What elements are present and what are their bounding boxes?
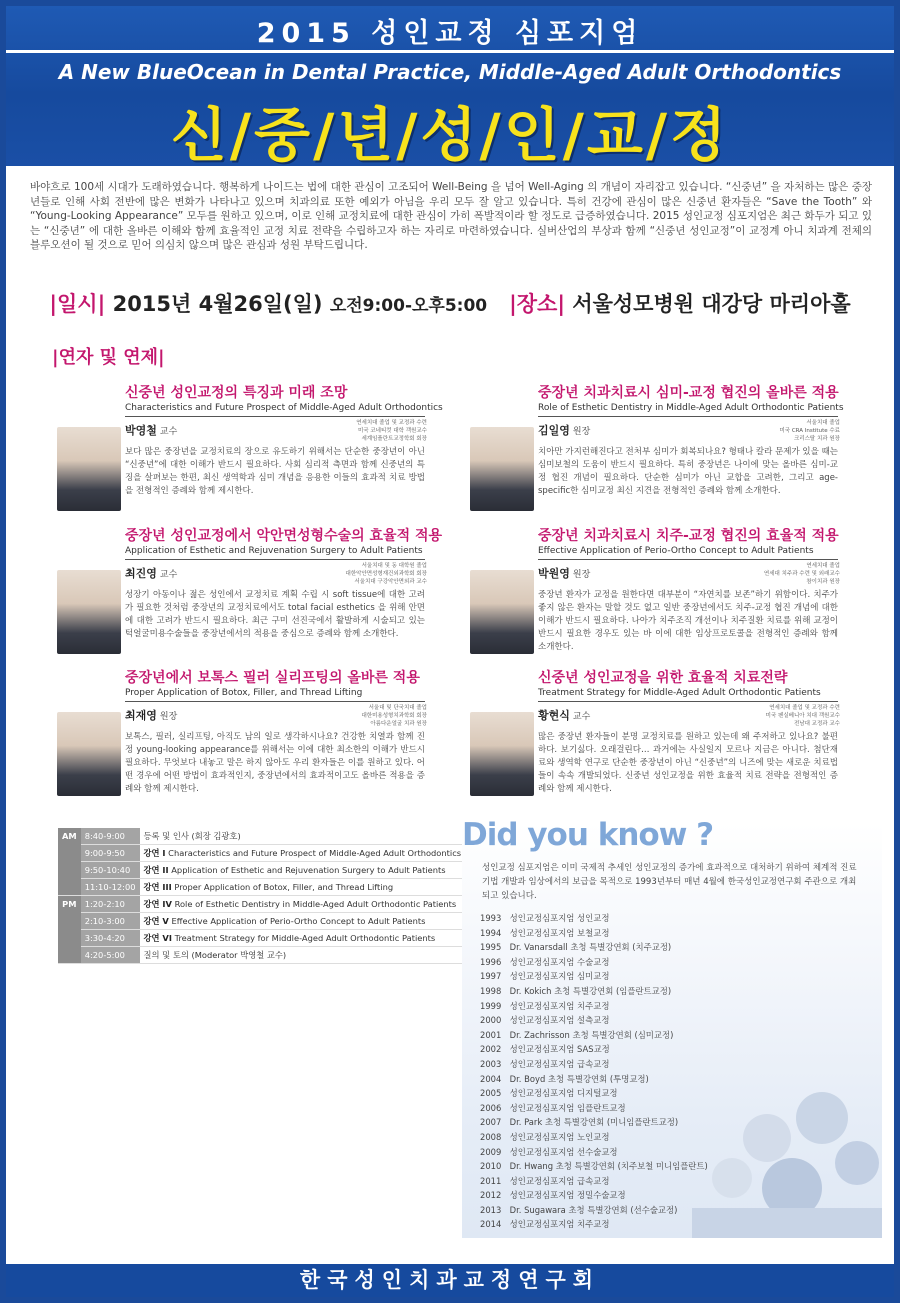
lecture-abstract: 보다 많은 중장년을 교정치료의 장으로 유도하기 위해서는 단순한 중장년이 아닌 “신중년”에 대한 이해가 반드시 필요하다. 사회 심리적 측면과 함께 신중년의 특징을 살펴보는 한편, 최신 생역학과 심미 개념을 응용한 이들의 효과적 치료 방법을 전형적인 증례와 함께 제시한다. (125, 447, 425, 496)
schedule-row (58, 845, 465, 862)
list-item: 2004 Dr. Boyd 초청 특별강연회 (투명교정) (480, 1073, 649, 1084)
lecture-card (125, 525, 470, 665)
main-title: 신/중/년/성/인/교/정 (170, 101, 730, 169)
list-item: 1997 성인교정심포지엄 심미교정 (480, 971, 610, 982)
lecture-title-ko: 중장년 성인교정에서 악안면성형수술의 효율적 적용 (125, 528, 443, 544)
lecture-title-ko: 신중년 성인교정의 특징과 미래 조망 (125, 385, 348, 401)
did-you-know-description: 성인교정 심포지엄은 이미 국제적 추세인 성인교정의 증가에 효과적으로 대처하기 위하여 체계적 진료기법 개발과 임상에서의 보급을 목적으로 1993년부터 매년 4월에 한국성인교정연구회 주관으로 개최되고 있습니다. (482, 863, 857, 901)
lecture-divider (125, 701, 425, 702)
schedule-time: 9:50-10:40 (81, 862, 140, 879)
event-info (0, 288, 900, 318)
lecture-card (125, 667, 470, 807)
symposium-year-title: 2015 성인교정 심포지엄 (256, 18, 644, 49)
date-label: |일시| (49, 292, 106, 316)
english-subtitle: A New BlueOcean in Dental Practice, Middle-Aged Adult Orthodontics (58, 60, 842, 84)
list-item: 2006 성인교정심포지엄 임플란트교정 (480, 1102, 626, 1113)
schedule-desc: 질의 및 토의 (Moderator 박영철 교수) (140, 947, 466, 964)
speaker-name: 황현식 교수 (538, 709, 591, 722)
schedule-time: 2:10-3:00 (81, 913, 140, 930)
list-item: 2003 성인교정심포지엄 급속교정 (480, 1058, 610, 1069)
list-item: 2011 성인교정심포지엄 급속교정 (480, 1175, 610, 1186)
lecture-divider (125, 559, 425, 560)
schedule-desc: 강연 II Application of Esthetic and Rejuvenation Surgery to Adult Patients (140, 862, 466, 879)
lecture-abstract: 성장기 아동이나 젊은 성인에서 교정치료 계획 수립 시 soft tissue에 대한 고려가 필요한 것처럼 중장년의 교정치료에서도 total facial esthetics 을 위해 안면에 대한 고려가 반드시 필요하다. 최근 구미 선진국에서 활발하게 시술되고 있는 턱얼굴미용수술들을 중장년에서의 적용을 중심으로 증례와 함께 소개한다. (125, 590, 425, 639)
lecture-abstract: 보톡스, 필러, 실리프팅, 아직도 남의 일로 생각하시나요? 건강한 치열과 함께 진정 young-looking appearance를 위해서는 이에 대한 최소한의 이해가 반드시 필요하다. 무엇보다 내놓고 말은 하지 않아도 우리 환자들은 이를 원하고 있다. 어떤 경우에 어떤 방법이 효과적인지, 중장년에서의 효과적이고도 올바른 적용을 증례와 함께 제시한다. (125, 732, 425, 794)
speaker-affiliation: 연세치대 졸업 및 교정과 수련 미국 코네티컷 대학 객원교수 세계임플란트교정학회 회장 (356, 420, 427, 442)
list-item: 2012 성인교정심포지엄 정밀수술교정 (480, 1190, 626, 1201)
speaker-affiliation: 서울대 및 단국치대 졸업 대한미용성형치과학회 회장 아름다운얼굴 치과 원장 (361, 705, 427, 727)
lecture-title-ko: 중장년 치과치료시 심미-교정 협진의 올바른 적용 (538, 385, 839, 401)
event-place: 서울성모병원 대강당 마리아홀 (572, 292, 851, 316)
lecture-title-en: Application of Esthetic and Rejuvenation Surgery to Adult Patients (125, 546, 423, 556)
speaker-affiliation: 서울치대 졸업 미국 CRA Institute 수료 크리스탈 치과 원장 (779, 420, 840, 442)
schedule-row (58, 862, 465, 879)
lecture-title-en: Proper Application of Botox, Filler, and Thread Lifting (125, 688, 363, 698)
lecture-divider (125, 416, 425, 417)
organizer-footer: 한국성인치과교정연구회 (6, 1264, 894, 1297)
list-item: 2009 성인교정심포지엄 선수술교정 (480, 1146, 618, 1157)
did-you-know-title: Did you know ? (462, 817, 714, 853)
schedule-time: 3:30-4:20 (81, 930, 140, 947)
lecture-title-en: Characteristics and Future Prospect of Middle-Aged Adult Orthodontics (125, 403, 443, 413)
list-item: 1995 Dr. Vanarsdall 초청 특별강연회 (치주교정) (480, 942, 672, 953)
schedule-time: 9:00-9:50 (81, 845, 140, 862)
list-item: 2010 Dr. Hwang 초청 특별강연회 (치주보철 미니임플란트) (480, 1161, 708, 1172)
schedule-row (58, 913, 465, 930)
speaker-photo (470, 570, 534, 654)
schedule-desc: 등록 및 인사 (회장 김광호) (140, 828, 466, 845)
schedule-time: 4:20-5:00 (81, 947, 140, 964)
schedule-row (58, 896, 465, 913)
place-label: |장소| (509, 292, 565, 316)
lecture-title-en: Treatment Strategy for Middle-Aged Adult Orthodontic Patients (538, 688, 821, 698)
event-time: 오전9:00-오후5:00 (329, 296, 488, 316)
speaker-name: 박원영 원장 (538, 567, 591, 580)
schedule-time: 8:40-9:00 (81, 828, 140, 845)
lecture-card (538, 667, 883, 807)
list-item: 1996 성인교정심포지엄 수술교정 (480, 956, 610, 967)
speaker-photo (57, 712, 121, 796)
lecture-abstract: 중장년 환자가 교정을 원한다면 대부분이 “자연치를 보존”하기 위함이다. 치주가 좋지 않은 환자는 말할 것도 없고 일반 중장년에서도 치주-교정 협진 개념에 대한 이해가 반드시 필요하다. 나아가 치주조직 개선이나 치주질환 치료를 위해 교정이 반드시 필요한 경우도 있는 바 이에 대한 임상프로토콜을 전형적인 증례와 함께 소개한다. (538, 590, 838, 652)
event-date: 2015년 4월26일(일) (112, 292, 323, 316)
am-label: AM (58, 828, 81, 896)
schedule-desc: 강연 V Effective Application of Perio-Ortho Concept to Adult Patients (140, 913, 466, 930)
speaker-photo (470, 427, 534, 511)
lecture-title-ko: 중장년 치과치료시 치주-교정 협진의 효율적 적용 (538, 528, 839, 544)
list-item: 2013 Dr. Sugawara 초청 특별강연회 (선수술교정) (480, 1204, 678, 1215)
schedule-desc: 강연 IV Role of Esthetic Dentistry in Middle-Aged Adult Orthodontic Patients (140, 896, 466, 913)
speaker-affiliation: 서울치대 및 동 대학원 졸업 대한악안면성형재건외과학회 회장 서울치대 구강악안면외과 교수 (345, 563, 427, 585)
pm-label: PM (58, 896, 81, 964)
schedule-table (58, 828, 465, 964)
did-you-know-panel (462, 817, 882, 1238)
lecture-title-en: Effective Application of Perio-Ortho Concept to Adult Patients (538, 546, 814, 556)
schedule-row (58, 947, 465, 964)
intro-paragraph: 바야흐로 100세 시대가 도래하였습니다. 행복하게 나이드는 법에 대한 관심이 고조되어 Well-Being 을 넘어 Well-Aging 의 개념이 자리잡고 있습니다. “신중년” 을 자처하는 많은 중장년들로 인해 사회 전반에 많은 변화가 나타나고 있으며 치과의료 또한 예외가 아님을 우리 모두 잘 알고 있습니다. 특히 건강에 관심이 많은 신중년 환자들은 “Save the Tooth” 와 “Young-Looking Appearance” 모두를 원하고 있으며, 이로 인해 교정치료에 대한 관심이 가히 폭발적이라 할 정도로 급증하였습니다. 2015 성인교정 심포지엄은 최근 화두가 되고 있는 “신중년” 에 대한 올바른 이해와 함께 효율적인 교정 치료 전략을 수립하고자 하는 자리로 마련하였습니다. 실버산업의 부상과 함께 “신중년 성인교정”이 교정계 아니 치과계 전체의 블루오션이 될 것으로 믿어 의심치 않으며 많은 관심과 성원 부탁드립니다. (30, 181, 872, 252)
header-divider (6, 50, 894, 53)
list-item: 1999 성인교정심포지엄 치주교정 (480, 1000, 610, 1011)
speaker-name: 최재영 원장 (125, 709, 178, 722)
lecture-card (125, 382, 470, 522)
speaker-photo (57, 427, 121, 511)
list-item: 2014 성인교정심포지엄 치주교정 (480, 1219, 610, 1230)
lecture-divider (538, 416, 838, 417)
speaker-affiliation: 연세치대 졸업 연세대 치주과 수련 및 외래교수 참이치과 원장 (763, 563, 840, 585)
schedule-time: 1:20-2:10 (81, 896, 140, 913)
lecture-abstract: 많은 중장년 환자들이 분명 교정치료를 원하고 있는데 왜 주저하고 있나요? 불편하다. 보기싫다. 오래걸린다… 과거에는 사실일지 모르나 지금은 아니다. 첨단재료와 생역학 연구로 단순한 중장년이 아닌 “신중년”의 니즈에 맞는 새로운 치료법들이 속속 개발되었다. 신중년 성인교정을 위한 효율적 치료 전략을 전형적인 증례와 함께 제시한다. (538, 732, 838, 794)
list-item: 2008 성인교정심포지엄 노인교정 (480, 1131, 610, 1142)
speaker-photo (470, 712, 534, 796)
list-item: 2001 Dr. Zachrisson 초청 특별강연회 (심미교정) (480, 1029, 674, 1040)
list-item: 2000 성인교정심포지엄 설측교정 (480, 1015, 610, 1026)
schedule-time: 11:10-12:00 (81, 879, 140, 896)
speaker-name: 박영철 교수 (125, 424, 178, 437)
schedule-desc: 강연 VI Treatment Strategy for Middle-Aged Adult Orthodontic Patients (140, 930, 466, 947)
schedule-desc: 강연 I Characteristics and Future Prospect of Middle-Aged Adult Orthodontics (140, 845, 466, 862)
list-item: 2007 Dr. Park 초청 특별강연회 (미니임플란트교정) (480, 1117, 679, 1128)
schedule-row (58, 879, 465, 896)
history-list (480, 911, 880, 1232)
list-item: 1994 성인교정심포지엄 보철교정 (480, 927, 610, 938)
lecture-divider (538, 559, 838, 560)
list-item: 2002 성인교정심포지엄 SAS교정 (480, 1044, 610, 1055)
lecture-title-en: Role of Esthetic Dentistry in Middle-Aged Adult Orthodontic Patients (538, 403, 844, 413)
header-banner (6, 6, 894, 169)
list-item: 1998 Dr. Kokich 초청 특별강연회 (임플란트교정) (480, 985, 672, 996)
lecture-abstract: 치아만 가지런해진다고 전처부 심미가 회복되나요? 형태나 칼라 문제가 있을 때는 심미보철의 도움이 반드시 필요하다. 특히 중장년은 나이에 맞는 올바른 심미-교정 협진 개념이 필요하다. 단순한 심미가 아닌 교합을 고려한, 그리고 age-specific한 심미교정 최신 지견을 전형적인 증례와 함께 소개한다. (538, 447, 838, 496)
list-item: 1993 성인교정심포지엄 성인교정 (480, 913, 610, 923)
list-item: 2005 성인교정심포지엄 디지털교정 (480, 1088, 618, 1099)
lecture-card (538, 525, 883, 665)
speaker-name: 김일영 원장 (538, 424, 591, 437)
speaker-affiliation: 연세치대 졸업 및 교정과 수련 미국 펜실베니아 치대 객원교수 전남대 교정과 교수 (765, 705, 840, 727)
speaker-name: 최진영 교수 (125, 567, 178, 580)
lecture-title-ko: 신중년 성인교정을 위한 효율적 치료전략 (538, 670, 788, 686)
lecture-divider (538, 701, 838, 702)
schedule-row (58, 930, 465, 947)
speaker-photo (57, 570, 121, 654)
schedule-row (58, 828, 465, 845)
lecture-title-ko: 중장년에서 보톡스 필러 실리프팅의 올바른 적용 (125, 670, 420, 686)
schedule-desc: 강연 III Proper Application of Botox, Filler, and Thread Lifting (140, 879, 466, 896)
speakers-heading: |연자 및 연제| (52, 347, 165, 368)
lecture-card (538, 382, 883, 522)
